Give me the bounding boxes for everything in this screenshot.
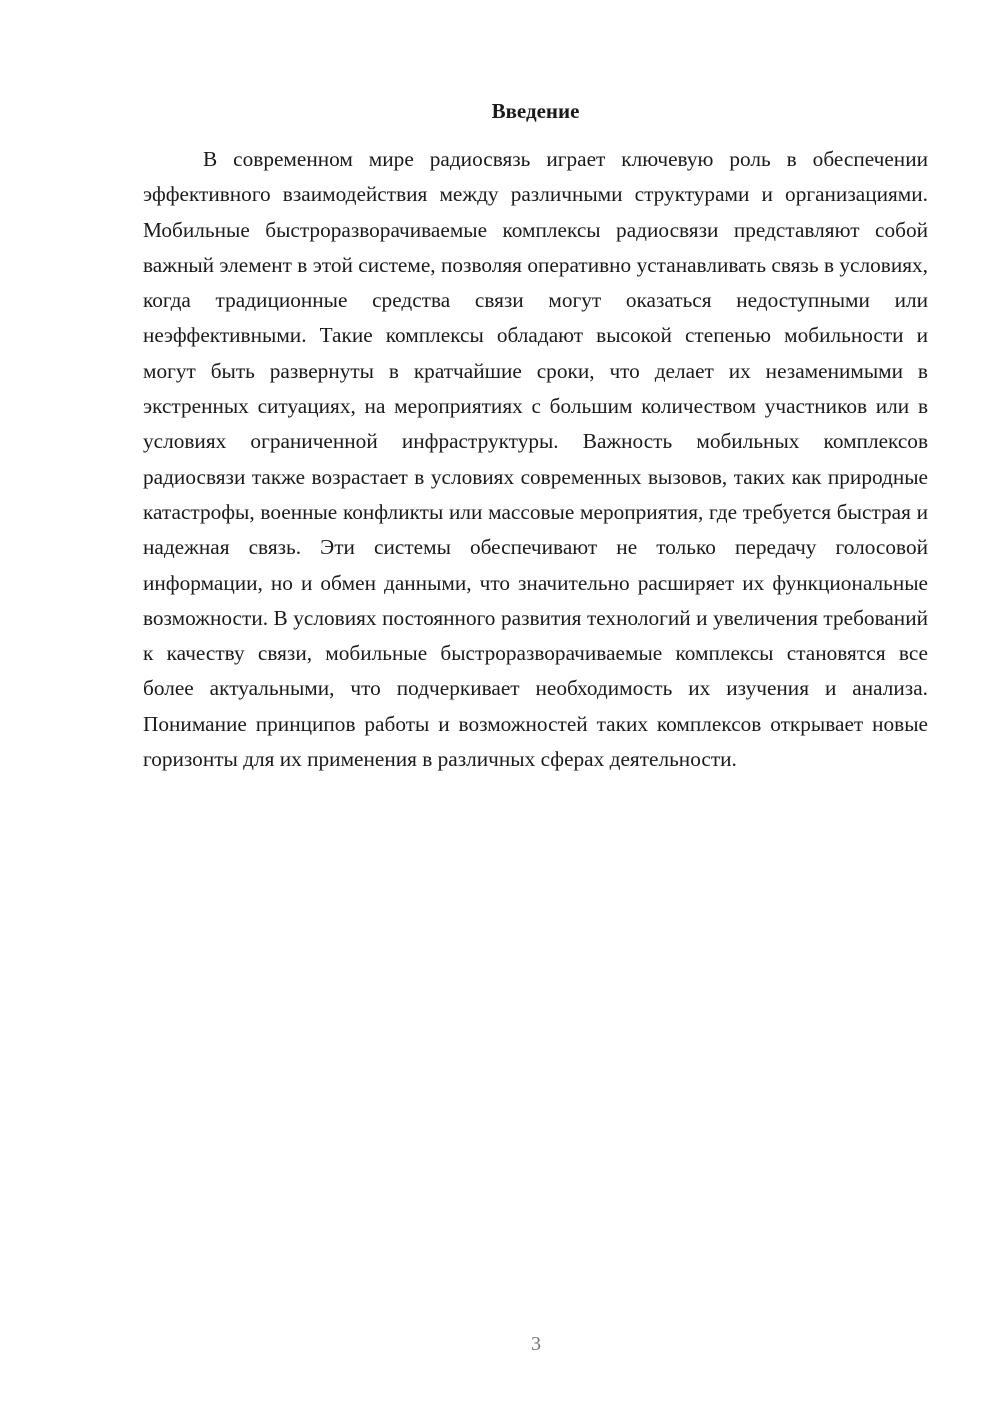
section-heading: Введение (491, 99, 580, 123)
body-paragraph: В современном мире радиосвязь играет ключевую роль в обеспечении эффективного взаимодействия между различными структурами и организациями. Мобильные быстроразворачиваемые комплексы радиосвязи представляют собой важный элемент в этой системе, позволяя оперативно устанавливать связь в условиях, когда традиционные средства связи могут оказаться недоступными или неэффективными. Такие комплексы обладают высокой степенью мобильности и могут быть развернуты в кратчайшие сроки, что делает их незаменимыми в экстренных ситуациях, на мероприятиях с большим количеством участников или в условиях ограниченной инфраструктуры. Важность мобильных комплексов радиосвязи также возрастает в условиях современных вызовов, таких как природные катастрофы, военные конфликты или массовые мероприятия, где требуется быстрая и надежная связь. Эти системы обеспечивают не только передачу голосовой информации, но и обмен данными, что значительно расширяет их функциональные возможности. В условиях постоянного развития технологий и увеличения требований к качеству связи, мобильные быстроразворачиваемые комплексы становятся все более актуальными, что подчеркивает необходимость их изучения и анализа. Понимание принципов работы и возможностей таких комплексов открывает новые горизонты для их применения в различных сферах деятельности. (143, 147, 928, 772)
page-number: 3 (531, 1333, 541, 1355)
